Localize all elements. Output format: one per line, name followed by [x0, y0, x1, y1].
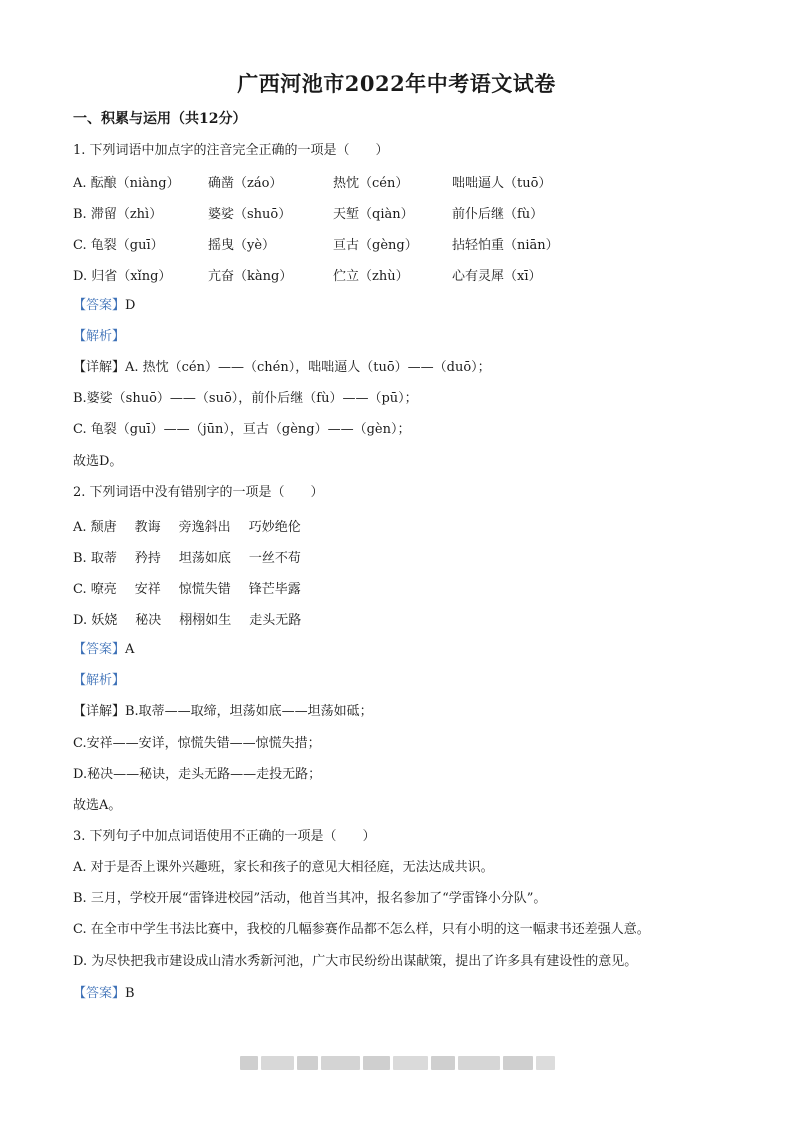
q1-option-b-4: 前仆后继（fù） [452, 207, 544, 222]
q2-c-word-1: C. 嘹亮 [73, 582, 117, 597]
q1-option-b-2: 婆娑（shuō） [208, 207, 292, 222]
answer-tag: 【答案】 [73, 642, 126, 657]
q3-option-b: B. 三月，学校开展“雷锋进校园”活动，他首当其冲，报名参加了“学雷锋小分队”。 [73, 891, 547, 906]
answer-value: B [125, 986, 135, 1001]
q2-detail-1: 【详解】B.取蒂——取缔，坦荡如底——坦荡如砥； [73, 704, 373, 719]
q1-option-a-4: 咄咄逼人（tuō） [452, 176, 552, 191]
answer-tag: 【答案】 [73, 298, 126, 313]
q1-option-d-2: 亢奋（kàng） [208, 269, 293, 284]
q2-a-word-1: A. 颓唐 [73, 520, 117, 535]
q2-option-c [73, 578, 319, 597]
q2-option-d [73, 609, 319, 628]
q2-a-word-4: 巧妙绝伦 [248, 520, 301, 535]
q1-option-a-2: 确凿（záo） [208, 176, 283, 191]
question-2-stem: 2. 下列词语中没有错别字的一项是（ ） [73, 485, 324, 500]
q2-detail-3: D.秘决——秘诀，走头无路——走投无路； [73, 767, 322, 782]
q2-d-word-4: 走头无路 [249, 613, 302, 628]
q2-analysis-tag: 【解析】 [73, 673, 126, 688]
q2-d-word-2: 秘决 [135, 613, 162, 628]
page-title: 广西河池市2022年中考语文试卷 [237, 71, 556, 96]
answer-tag: 【答案】 [73, 986, 126, 1001]
q1-option-d-1: D. 归省（xǐng） [73, 269, 172, 284]
q2-b-word-2: 矜持 [134, 551, 161, 566]
q1-option-c-2: 摇曳（yè） [208, 238, 276, 253]
q1-option-c-1: C. 龟裂（guī） [73, 238, 164, 253]
q2-b-word-3: 坦荡如底 [178, 551, 231, 566]
blurred-watermark [240, 1056, 555, 1070]
q1-detail-1: 【详解】A. 热忱（cén）——（chén），咄咄逼人（tuō）——（duō）； [73, 360, 491, 375]
answer-value: D [125, 298, 136, 313]
q1-detail-2: B.婆娑（shuō）——（suō），前仆后继（fù）——（pū）； [73, 391, 418, 406]
q1-option-b-1: B. 滞留（zhì） [73, 207, 163, 222]
q2-b-word-1: B. 取蒂 [73, 551, 117, 566]
q2-c-word-3: 惊慌失错 [178, 582, 231, 597]
q1-option-c-4: 拈轻怕重（niān） [452, 238, 559, 253]
q1-option-c-3: 亘古（gèng） [333, 238, 418, 253]
q2-d-word-3: 栩栩如生 [179, 613, 232, 628]
q2-option-b [73, 547, 319, 566]
q3-answer [73, 985, 135, 1003]
q2-answer [73, 641, 134, 659]
q3-option-a: A. 对于是否上课外兴趣班，家长和孩子的意见大相径庭，无法达成共识。 [73, 860, 494, 875]
q2-detail-2: C.安祥——安详，惊慌失错——惊慌失措； [73, 736, 321, 751]
q1-answer [73, 297, 135, 315]
q2-detail-4: 故选A。 [73, 798, 122, 813]
q1-detail-4: 故选D。 [73, 454, 123, 469]
q1-option-b-3: 天堑（qiàn） [333, 207, 414, 222]
q3-option-c: C. 在全市中学生书法比赛中，我校的几幅参赛作品都不怎么样，只有小明的这一幅隶书还差强人意。 [73, 922, 650, 937]
q1-option-d-3: 伫立（zhù） [333, 269, 409, 284]
q1-detail-3: C. 龟裂（guī）——（jūn），亘古（gèng）——（gèn）； [73, 422, 411, 437]
q2-c-word-2: 安祥 [134, 582, 161, 597]
question-1-stem: 1. 下列词语中加点字的注音完全正确的一项是（ ） [73, 143, 389, 158]
q1-option-a-3: 热忱（cén） [333, 176, 409, 191]
q1-analysis-tag: 【解析】 [73, 329, 126, 344]
q1-option-d-4: 心有灵犀（xī） [452, 269, 542, 284]
q2-d-word-1: D. 妖娆 [73, 613, 118, 628]
q2-c-word-4: 锋芒毕露 [248, 582, 301, 597]
q2-a-word-3: 旁逸斜出 [178, 520, 231, 535]
q2-b-word-4: 一丝不苟 [248, 551, 301, 566]
q2-option-a [73, 516, 319, 535]
q3-option-d: D. 为尽快把我市建设成山清水秀新河池，广大市民纷纷出谋献策，提出了许多具有建设性的意见。 [73, 954, 638, 969]
question-3-stem: 3. 下列句子中加点词语使用不正确的一项是（ ） [73, 829, 376, 844]
section-heading: 一、积累与运用（共12分） [73, 111, 247, 127]
q2-a-word-2: 教诲 [134, 520, 161, 535]
q1-option-a-1: A. 酝酿（niàng） [73, 176, 180, 191]
answer-value: A [125, 642, 135, 657]
